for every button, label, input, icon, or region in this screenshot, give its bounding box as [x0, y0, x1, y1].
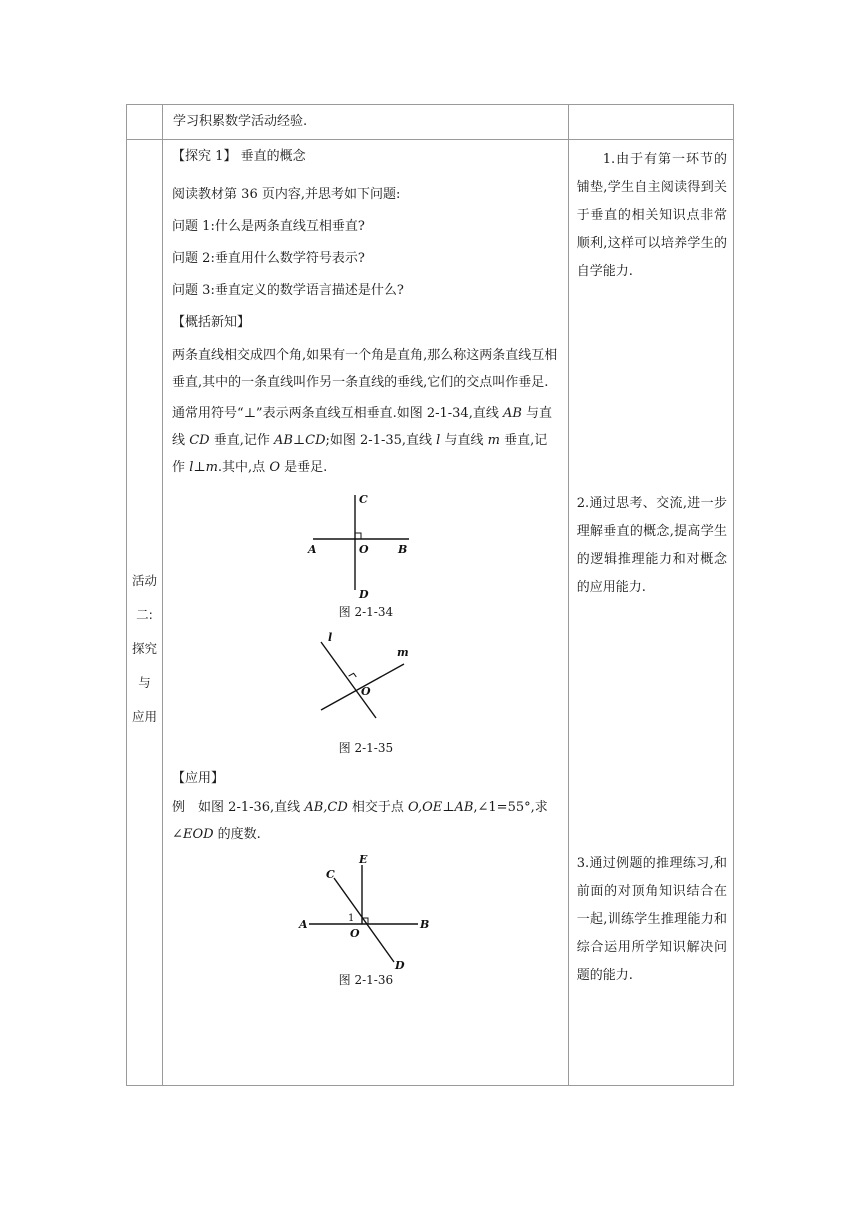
notation-text: 通常用符号“⊥”表示两条直线互相垂直.如图 2-1-34,直线 AB 与直线 CD 垂直,记作 AB⊥CD;如图 2-1-35,直线 l 与直线 m 垂直,记作 l⊥m.其中,点 O 是垂足. — [172, 406, 553, 475]
table-row-activity-2 — [127, 140, 734, 1086]
figure-2-1-34-caption: 图 2-1-34 — [338, 605, 394, 619]
question-2: 问题 2:垂直用什么数学符号表示? — [172, 251, 365, 266]
activity-label-line: 与 — [138, 675, 151, 690]
label-a: A — [307, 543, 317, 556]
figure-2-1-36 — [296, 852, 436, 972]
line-cd — [334, 878, 394, 962]
example-text: 例 如图 2-1-36,直线 AB,CD 相交于点 O,OE⊥AB,∠1=55°,求∠EOD 的度数. — [172, 800, 548, 842]
label-o: O — [349, 927, 360, 940]
label-o: O — [358, 543, 369, 556]
question-1: 问题 1:什么是两条直线互相垂直? — [172, 219, 365, 234]
content-cell-previous — [163, 105, 569, 140]
label-m: m — [396, 646, 409, 659]
figure-2-1-35 — [311, 628, 421, 728]
activity-label-cell — [127, 140, 163, 1086]
table-row-previous — [127, 105, 734, 140]
design-intent-cell — [568, 140, 733, 1086]
summary-heading: 【概括新知】 — [172, 315, 251, 330]
question-3: 问题 3:垂直定义的数学语言描述是什么? — [172, 283, 404, 298]
note-2: 2.通过思考、交流,进一步理解垂直的概念,提高学生的逻辑推理能力和对概念的应用能力. — [576, 496, 727, 595]
activity-label-line: 应用 — [132, 709, 158, 724]
activity-label-line: 探究 — [132, 641, 158, 656]
definition-text: 两条直线相交成四个角,如果有一个角是直角,那么称这两条直线互相垂直,其中的一条直线叫作另一条直线的垂线,它们的交点叫作垂足. — [172, 348, 558, 390]
activity-label-line: 活动 — [132, 573, 158, 588]
intent-cell-empty — [568, 105, 733, 140]
activity-cell-empty — [127, 105, 163, 140]
figure-2-1-36-caption: 图 2-1-36 — [338, 973, 394, 987]
label-c: C — [325, 868, 335, 881]
lesson-plan-table — [126, 104, 734, 1086]
label-l: l — [327, 631, 333, 644]
content-cell — [163, 140, 569, 1086]
label-c: C — [358, 493, 368, 506]
label-b: B — [419, 918, 430, 931]
label-1: 1 — [347, 913, 355, 924]
right-angle-mark — [348, 673, 356, 677]
previous-text: 学习积累数学活动经验. — [173, 114, 308, 129]
figure-2-1-35-caption: 图 2-1-35 — [338, 741, 394, 755]
line-l — [321, 642, 376, 718]
label-a: A — [298, 918, 308, 931]
explore-intro: 阅读教材第 36 页内容,并思考如下问题: — [172, 187, 401, 202]
note-3: 3.通过例题的推理练习,和前面的对顶角知识结合在一起,训练学生推理能力和综合运用所学知识解决问题的能力. — [576, 856, 727, 983]
label-d: D — [394, 959, 405, 972]
explore-heading: 【探究 1】 垂直的概念 — [172, 149, 306, 164]
label-o: O — [360, 685, 371, 698]
figure-2-1-34 — [306, 490, 426, 600]
label-e: E — [358, 853, 368, 866]
label-d: D — [358, 588, 369, 600]
label-b: B — [397, 543, 408, 556]
right-angle-mark — [355, 533, 361, 539]
application-heading: 【应用】 — [172, 771, 225, 786]
activity-label-line: 二: — [136, 607, 153, 622]
note-1: 1.由于有第一环节的铺垫,学生自主阅读得到关于垂直的相关知识点非常顺利,这样可以培养学生的自学能力. — [576, 152, 727, 279]
